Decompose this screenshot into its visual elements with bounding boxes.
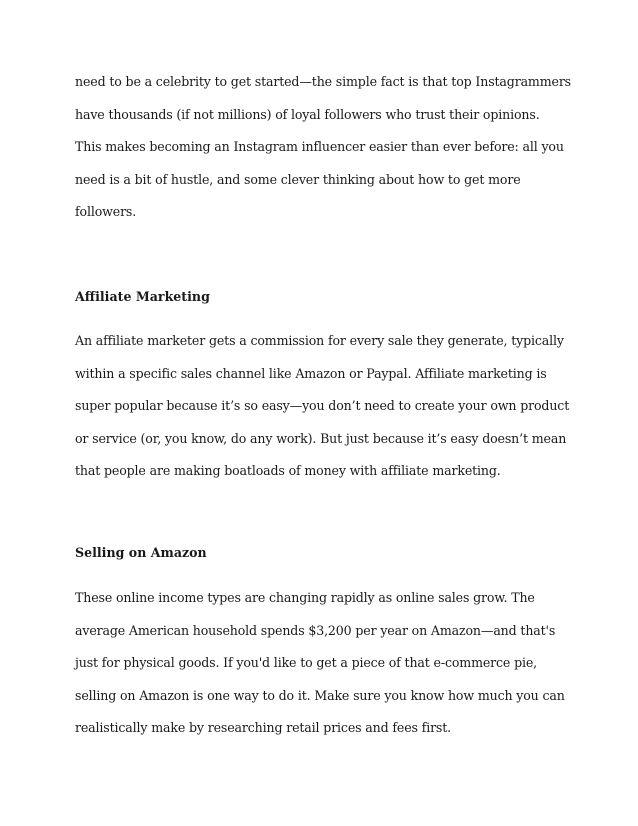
- text-line: average American household spends $3,200 per year on Amazon—and that's: [75, 622, 556, 638]
- text-line: within a specific sales channel like Amazon or Paypal. Affiliate marketing is: [75, 365, 547, 381]
- text-line: or service (or, you know, do any work). But just because it’s easy doesn’t mean: [75, 430, 567, 446]
- selling-on-amazon-paragraph: [75, 582, 575, 745]
- text-line: need to be a celebrity to get started—the simple fact is that top Instagrammers: [75, 74, 571, 89]
- section-heading-affiliate-marketing: [75, 287, 575, 307]
- text-line: super popular because it’s so easy—you don’t need to create your own product: [75, 398, 570, 413]
- text-line: This makes becoming an Instagram influencer easier than ever before: all you: [75, 139, 564, 154]
- affiliate-marketing-paragraph: [75, 325, 575, 488]
- intro-paragraph: [75, 66, 575, 229]
- text-line: followers.: [75, 204, 137, 219]
- text-line: These online income types are changing rapidly as online sales grow. The: [75, 590, 535, 605]
- heading-text: Selling on Amazon: [75, 545, 207, 560]
- text-line: need is a bit of hustle, and some clever thinking about how to get more: [75, 171, 521, 187]
- text-line: just for physical goods. If you'd like to get a piece of that e-commerce pie,: [75, 655, 538, 670]
- section-heading-selling-on-amazon: [75, 543, 575, 563]
- text-line: have thousands (if not millions) of loyal followers who trust their opinions.: [75, 106, 540, 122]
- text-line: realistically make by researching retail prices and fees first.: [75, 720, 452, 735]
- text-line: An affiliate marketer gets a commission for every sale they generate, typically: [75, 333, 564, 348]
- heading-text: Affiliate Marketing: [75, 289, 210, 304]
- text-line: selling on Amazon is one way to do it. Make sure you know how much you can: [75, 687, 565, 703]
- text-line: that people are making boatloads of money with affiliate marketing.: [75, 463, 501, 478]
